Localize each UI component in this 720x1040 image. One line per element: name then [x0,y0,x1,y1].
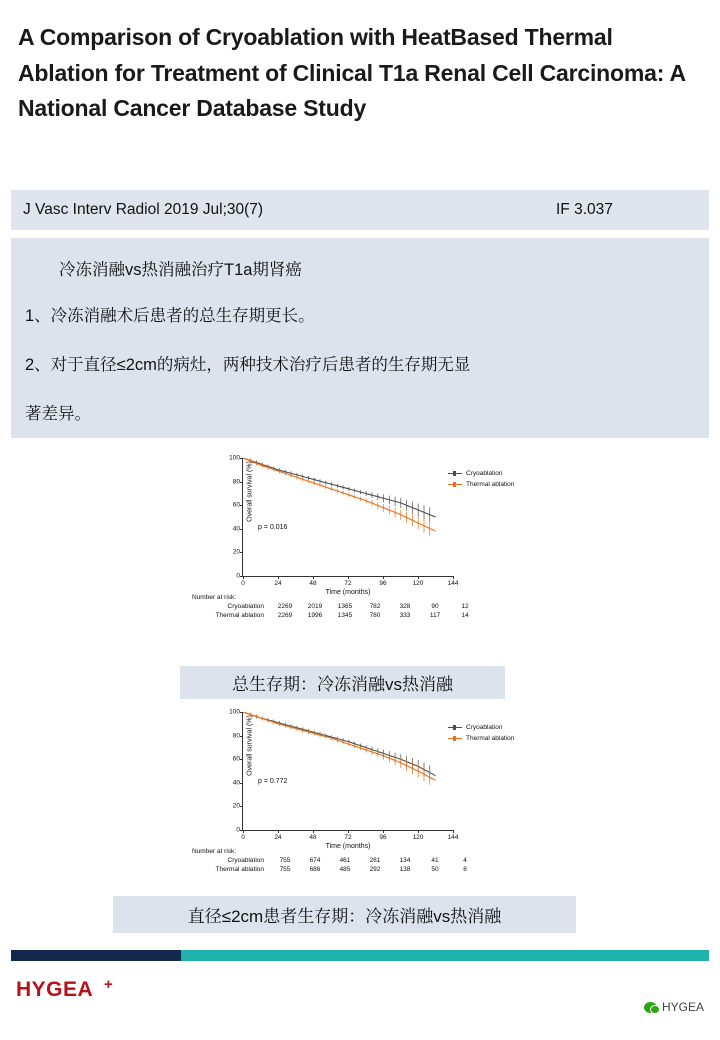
x-tick-mark [453,576,454,579]
risk-cell: 14 [461,611,469,619]
y-tick-mark [240,783,243,784]
summary-box [11,238,709,438]
x-tick-mark [243,576,244,579]
line-swatch-icon [448,484,462,486]
brand-logo-cross-icon: + [104,976,113,993]
risk-cell: 281 [369,857,381,864]
chart1-risk-table [192,594,480,620]
footer-bar-teal [181,950,709,961]
y-tick-mark [240,529,243,530]
chart2-legend-item-thermal [448,735,514,742]
risk-cell: 50 [431,865,439,873]
chart2-legend-item-cryo [448,724,514,731]
x-tick-mark [313,576,314,579]
survival-chart-overall [186,452,546,650]
x-tick-mark [348,576,349,579]
line-swatch-icon [448,473,462,475]
x-tick-label: 72 [344,834,352,841]
x-tick-label: 0 [241,580,245,587]
y-tick-label: 0 [236,826,240,834]
chart2-risk-row-cryo [192,857,480,864]
y-tick-label: 60 [232,755,240,763]
risk-row-label: Cryoablation [227,857,264,864]
risk-cell: 686 [309,865,321,873]
chart2-x-axis-label: Time (months) [325,843,371,850]
risk-cell: 333 [399,611,411,619]
chart2-risk-title: Number at risk: [192,848,237,855]
y-tick-mark [240,759,243,760]
risk-cell: 780 [369,611,381,619]
chart1-legend-item-thermal [448,481,514,488]
x-tick-mark [383,576,384,579]
risk-cell: 782 [369,603,381,610]
x-tick-mark [243,830,244,833]
risk-cell: 90 [431,603,439,610]
journal-bar [11,190,709,230]
risk-cell: 8 [463,865,467,873]
chart1-risk-row-cryo [192,603,480,610]
journal-impact-factor: IF 3.037 [556,201,613,218]
y-tick-label: 80 [232,732,240,740]
x-tick-label: 144 [447,580,459,587]
risk-cell: 755 [279,857,291,864]
chart1-risk-row-thermal [192,612,480,619]
x-tick-label: 24 [274,580,282,587]
y-tick-mark [240,806,243,807]
footer-bar-dark [11,950,181,961]
y-tick-mark [240,712,243,713]
chart1-legend [448,470,514,492]
y-tick-label: 40 [232,779,240,787]
risk-cell: 117 [429,611,441,619]
summary-point-3: 著差异。 [25,405,91,423]
line-swatch-icon [448,727,462,729]
y-tick-label: 60 [232,501,240,509]
summary-point-1: 1、冷冻消融术后患者的总生存期更长。 [25,307,315,325]
x-tick-label: 120 [412,580,424,587]
summary-heading: 冷冻消融vs热消融治疗T1a期肾癌 [59,261,302,279]
survival-chart-small-tumors [186,706,546,904]
risk-cell: 755 [279,865,291,873]
wechat-label: HYGEA [661,1000,704,1014]
risk-cell: 1345 [337,611,353,619]
x-tick-mark [418,576,419,579]
risk-cell: 1996 [307,611,323,619]
chart1-pvalue: p = 0.016 [258,524,288,531]
x-tick-mark [348,830,349,833]
x-tick-label: 48 [309,834,317,841]
x-tick-mark [418,830,419,833]
x-tick-label: 120 [412,834,424,841]
y-tick-mark [240,482,243,483]
y-tick-mark [240,736,243,737]
risk-cell: 2269 [277,611,293,619]
y-tick-label: 0 [236,572,240,580]
risk-cell: 4 [463,857,467,864]
risk-cell: 2269 [277,603,293,610]
chart1-y-axis-label: Overall survival (%) [246,461,254,522]
y-tick-label: 20 [232,802,240,810]
chart1-legend-label-cryo: Cryoablation [466,470,503,477]
risk-cell: 328 [399,603,411,610]
x-tick-mark [453,830,454,833]
chart1-caption: 总生存期：冷冻消融vs热消融 [180,666,505,699]
chart1-legend-item-cryo [448,470,514,477]
x-tick-label: 72 [344,580,352,587]
chart1-plot-area [229,454,459,596]
y-tick-label: 80 [232,478,240,486]
risk-cell: 292 [369,865,381,873]
x-tick-label: 96 [379,580,387,587]
risk-row-label: Cryoablation [227,603,264,610]
risk-cell: 138 [399,865,411,873]
x-tick-label: 144 [447,834,459,841]
risk-cell: 2019 [307,603,323,610]
summary-point-2: 2、对于直径≤2cm的病灶，两种技术治疗后患者的生存期无显 [25,356,471,374]
chart2-legend [448,724,514,746]
chart2-plot-area [229,708,459,850]
x-tick-label: 48 [309,580,317,587]
y-tick-mark [240,552,243,553]
wechat-account [644,1000,704,1014]
chart1-legend-label-thermal: Thermal ablation [466,481,515,488]
x-tick-mark [278,830,279,833]
y-tick-label: 100 [229,454,240,462]
y-tick-label: 100 [229,708,240,716]
y-tick-label: 20 [232,548,240,556]
chart2-legend-label-cryo: Cryoablation [466,724,503,731]
wechat-icon [644,1002,657,1013]
journal-citation: J Vasc Interv Radiol 2019 Jul;30(7) [23,201,264,218]
y-tick-mark [240,458,243,459]
chart2-caption: 直径≤2cm患者生存期：冷冻消融vs热消融 [113,896,576,933]
risk-cell: 461 [339,857,351,864]
risk-cell: 12 [461,603,469,610]
chart2-legend-label-thermal: Thermal ablation [466,735,515,742]
brand-logo: HYGEA [16,978,94,1001]
y-tick-label: 40 [232,525,240,533]
chart2-y-axis-label: Overall survival (%) [246,715,254,776]
x-tick-mark [383,830,384,833]
chart2-curves [243,712,453,830]
chart1-risk-title: Number at risk: [192,594,237,601]
risk-row-label: Thermal ablation [215,865,264,873]
risk-cell: 485 [339,865,351,873]
chart1-curves [243,458,453,576]
x-tick-mark [313,830,314,833]
chart2-pvalue: p = 0.772 [258,778,288,785]
risk-cell: 41 [431,857,439,864]
chart2-risk-table [192,848,480,874]
chart1-x-axis-label: Time (months) [325,589,371,596]
risk-cell: 674 [309,857,321,864]
line-swatch-icon [448,738,462,740]
chart2-risk-row-thermal [192,866,480,873]
y-tick-mark [240,505,243,506]
x-tick-label: 0 [241,834,245,841]
x-tick-label: 24 [274,834,282,841]
risk-row-label: Thermal ablation [215,611,264,619]
page-title: A Comparison of Cryoablation with HeatBased Thermal Ablation for Treatment of Clinical T1a Renal Cell Carcinoma: A National Cancer Database Study [18,24,686,122]
risk-cell: 1365 [337,603,353,610]
x-tick-mark [278,576,279,579]
x-tick-label: 96 [379,834,387,841]
risk-cell: 134 [399,857,411,864]
